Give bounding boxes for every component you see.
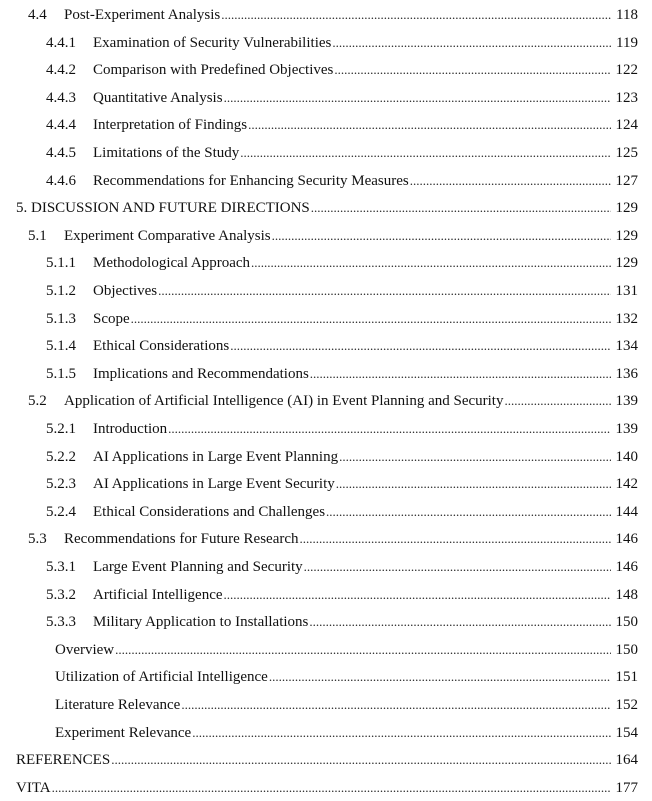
toc-entry-number: 5.3.1	[46, 559, 76, 575]
toc-entry[interactable]	[0, 336, 652, 356]
toc-entry[interactable]	[0, 33, 652, 53]
toc-entry-title: Examination of Security Vulnerabilities	[93, 34, 332, 51]
toc-entry-number: 5.1.1	[46, 255, 76, 272]
toc-entry-number: 5.3.2	[46, 586, 76, 603]
toc-entry-page: 150	[615, 614, 638, 631]
toc-entry-title: Experiment Comparative Analysis	[64, 227, 271, 244]
toc-entry-number: 5.1.5	[46, 365, 76, 382]
toc-entry[interactable]	[0, 557, 652, 577]
toc-entry-number: 5.1.3	[46, 310, 76, 327]
dot-leader	[224, 88, 611, 108]
toc-entry-title: Objectives	[93, 283, 158, 299]
toc-entry-number: 5.2	[28, 393, 47, 410]
toc-entry-page: 139	[615, 421, 638, 437]
toc-entry-page: 129	[615, 255, 638, 272]
dot-leader	[300, 529, 611, 549]
toc-entry-page: 148	[615, 586, 638, 603]
toc-entry-title: Ethical Considerations	[93, 338, 230, 355]
dot-leader	[248, 115, 611, 135]
toc-entry-page: 118	[616, 7, 638, 23]
dot-leader	[311, 198, 611, 218]
toc-entry[interactable]	[0, 502, 652, 522]
toc-entry-title: Military Application to Installations	[93, 614, 309, 631]
dot-leader	[131, 309, 611, 329]
toc-entry[interactable]	[0, 281, 652, 301]
toc-entry[interactable]	[0, 750, 652, 770]
dot-leader	[111, 750, 611, 770]
dot-leader	[326, 502, 611, 522]
toc-entry[interactable]	[0, 5, 652, 25]
toc-entry-title: Literature Relevance	[55, 697, 181, 713]
toc-entry-title: REFERENCES	[16, 752, 111, 769]
toc-entry[interactable]	[0, 253, 652, 273]
toc-entry[interactable]	[0, 391, 652, 411]
dot-leader	[304, 557, 611, 577]
toc-entry-number: 4.4.4	[46, 117, 76, 134]
toc-entry-number: 5.1.4	[46, 338, 76, 355]
toc-entry-title: Recommendations for Enhancing Security Measures	[93, 172, 409, 189]
toc-entry-page: 127	[615, 172, 638, 189]
toc-entry[interactable]	[0, 640, 652, 660]
toc-entry-page: 136	[615, 365, 638, 382]
dot-leader	[504, 391, 611, 411]
toc-entry-title: Recommendations for Future Research	[64, 531, 299, 548]
toc-entry[interactable]	[0, 171, 652, 191]
toc-entry-page: 146	[615, 559, 638, 575]
toc-entry-page: 142	[615, 476, 638, 493]
toc-entry[interactable]	[0, 198, 652, 218]
toc-entry-title: Limitations of the Study	[93, 145, 240, 161]
toc-entry-title: Introduction	[93, 421, 168, 437]
toc-entry[interactable]	[0, 115, 652, 135]
toc-entry-title: AI Applications in Large Event Security	[93, 476, 335, 493]
dot-leader	[52, 778, 611, 798]
toc-entry[interactable]	[0, 447, 652, 467]
toc-entry-page: 129	[615, 227, 638, 244]
dot-leader	[339, 447, 611, 467]
toc-entry-page: 131	[615, 283, 638, 299]
toc-entry-page: 164	[615, 752, 638, 769]
dot-leader	[224, 585, 611, 605]
toc-entry[interactable]	[0, 88, 652, 108]
toc-entry-number: 4.4.3	[46, 89, 76, 106]
toc-entry-page: 150	[615, 641, 638, 658]
toc-entry-title: Post-Experiment Analysis	[64, 7, 221, 23]
toc-entry-title: Quantitative Analysis	[93, 89, 223, 106]
toc-entry[interactable]	[0, 667, 652, 687]
toc-entry[interactable]	[0, 474, 652, 494]
toc-entry-page: 124	[615, 117, 638, 134]
dot-leader	[410, 171, 611, 191]
toc-entry-page: 132	[615, 310, 638, 327]
dot-leader	[158, 281, 611, 301]
toc-entry-page: 177	[615, 779, 638, 796]
toc-entry-number: 5.2.1	[46, 421, 76, 437]
toc-entry-number: 4.4.1	[46, 34, 76, 51]
dot-leader	[334, 60, 611, 80]
toc-entry-page: 139	[615, 393, 638, 410]
toc-entry-title: Utilization of Artificial Intelligence	[55, 669, 268, 686]
toc-entry-page: 122	[615, 62, 638, 79]
toc-entry-page: 134	[615, 338, 638, 355]
toc-entry-page: 119	[616, 34, 638, 51]
toc-entry-title: Methodological Approach	[93, 255, 251, 272]
toc-entry-title: Interpretation of Findings	[93, 117, 248, 134]
toc-entry-number: 5.2.3	[46, 476, 76, 493]
dot-leader	[230, 336, 611, 356]
toc-entry-page: 140	[615, 448, 638, 465]
toc-entry-page: 152	[615, 697, 638, 713]
toc-entry[interactable]	[0, 60, 652, 80]
toc-entry[interactable]	[0, 419, 652, 439]
toc-entry-number: 5.2.4	[46, 503, 76, 520]
dot-leader	[221, 5, 611, 25]
dot-leader	[310, 364, 611, 384]
toc-entry[interactable]	[0, 143, 652, 163]
toc-entry-number: 5.1.2	[46, 283, 76, 299]
dot-leader	[181, 695, 611, 715]
dot-leader	[115, 640, 611, 660]
toc-entry-page: 129	[615, 200, 638, 217]
toc-entry-page: 144	[615, 503, 638, 520]
toc-entry[interactable]	[0, 695, 652, 715]
toc-entry-number: 5.3	[28, 531, 47, 548]
toc-entry-page: 123	[615, 89, 638, 106]
dot-leader	[251, 253, 611, 273]
toc-entry-title: Scope	[93, 310, 130, 327]
toc-entry-number: 4.4.2	[46, 62, 76, 79]
toc-entry-title: Ethical Considerations and Challenges	[93, 503, 326, 520]
dot-leader	[240, 143, 611, 163]
toc-entry-title: Artificial Intelligence	[93, 586, 223, 603]
toc-entry-title: VITA	[16, 779, 51, 796]
toc-entry-number: 4.4.5	[46, 145, 76, 161]
dot-leader	[269, 667, 611, 687]
toc-entry-title: Comparison with Predefined Objectives	[93, 62, 334, 79]
toc-entry-title: 5. DISCUSSION AND FUTURE DIRECTIONS	[16, 200, 310, 217]
dot-leader	[336, 474, 611, 494]
toc-entry[interactable]	[0, 226, 652, 246]
dot-leader	[309, 612, 611, 632]
toc-entry-number: 5.3.3	[46, 614, 76, 631]
toc-entry[interactable]	[0, 309, 652, 329]
toc-entry-number: 5.2.2	[46, 448, 76, 465]
toc-entry-number: 4.4.6	[46, 172, 76, 189]
dot-leader	[272, 226, 611, 246]
toc-entry-title: Implications and Recommendations	[93, 365, 309, 382]
toc-entry-title: Overview	[55, 641, 115, 658]
toc-entry-title: Large Event Planning and Security	[93, 559, 303, 575]
toc-entry-page: 146	[615, 531, 638, 548]
toc-entry[interactable]	[0, 585, 652, 605]
toc-entry-page: 154	[615, 724, 638, 741]
toc-entry[interactable]	[0, 529, 652, 549]
toc-entry-page: 125	[615, 145, 638, 161]
dot-leader	[168, 419, 611, 439]
toc-entry-number: 4.4	[28, 7, 47, 23]
toc-entry-number: 5.1	[28, 227, 47, 244]
toc-entry-title: Application of Artificial Intelligence (AI) in Event Planning and Security	[64, 393, 504, 410]
toc-entry-title: AI Applications in Large Event Planning	[93, 448, 339, 465]
dot-leader	[192, 723, 611, 743]
toc-entry-page: 151	[615, 669, 638, 686]
dot-leader	[332, 33, 611, 53]
toc-entry[interactable]	[0, 723, 652, 743]
toc-entry[interactable]	[0, 778, 652, 798]
toc-entry[interactable]	[0, 364, 652, 384]
toc-entry[interactable]	[0, 612, 652, 632]
toc-entry-title: Experiment Relevance	[55, 724, 192, 741]
